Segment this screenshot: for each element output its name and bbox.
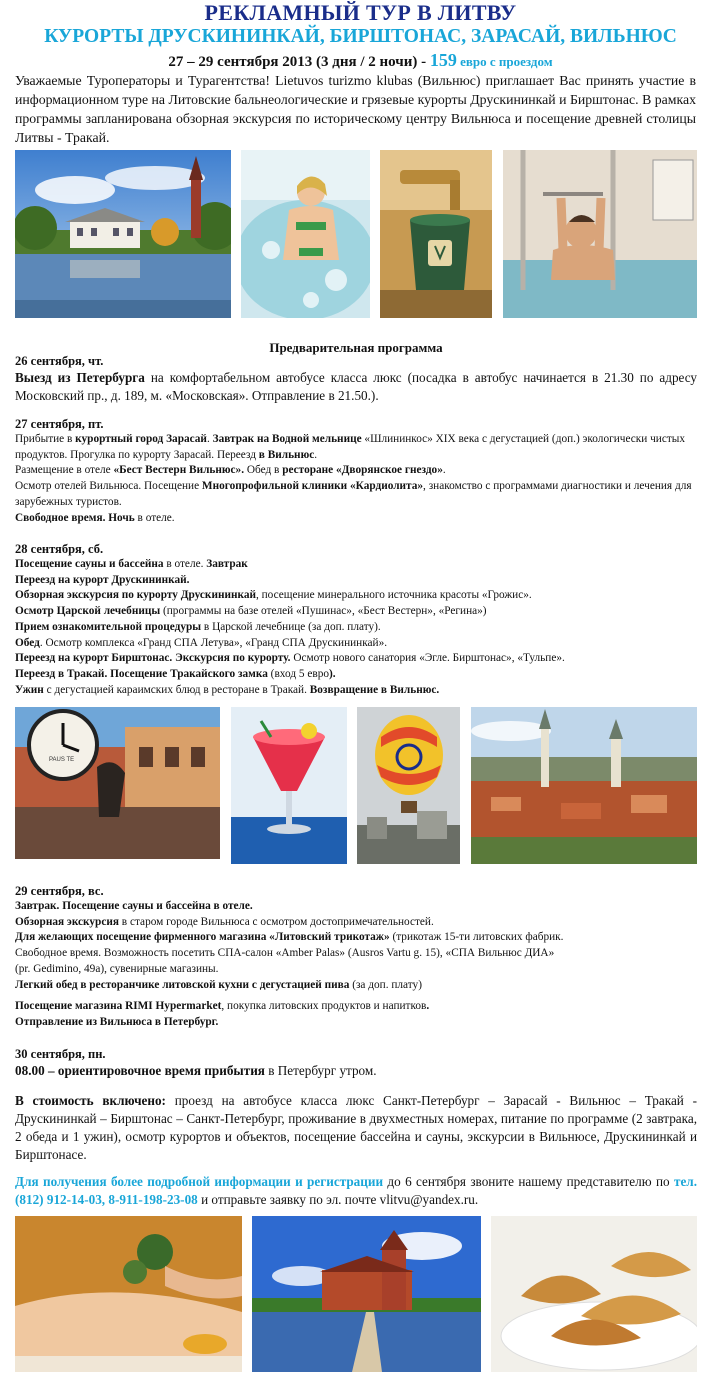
day-27-date: 27 сентября, пт. xyxy=(15,417,104,431)
day-28-line-1: Посещение сауны и бассейна в отеле. Завтрак xyxy=(15,558,248,570)
page-subtitle: КУРОРТЫ ДРУСКИНИНКАЙ, БИРШТОНАС, ЗАРАСАЙ, ВИЛЬНЮС xyxy=(44,26,677,47)
vilnius-panorama-photo xyxy=(471,707,697,864)
includes-details: проезд на автобусе класса люкс Санкт-Петербург – Зарасай - Вильнюс – Тракай - Друскининкай – Бирштонас – Санкт-Петербург, проживание в двухместных номерах, питание по программе (2 завтрака, 2 обеда и 1 ужин), осмотр курортов и объектов, посещение бассейна и сауны, экскурсии в Вильнюсе, Друскининкай и Бирштонасе. xyxy=(15,1093,698,1162)
day-29-date: 29 сентября, вс. xyxy=(15,884,104,898)
cocktail-photo xyxy=(231,707,347,864)
tour-price: 159 xyxy=(429,50,457,70)
contact-section xyxy=(15,1173,697,1209)
mineral-water-tap-photo xyxy=(380,150,492,318)
tour-dates-line xyxy=(0,50,721,71)
day-27-line-2: Размещение в отеле «Бест Вестерн Вильнюс». Обед в ресторане «Дворянское гнездо». xyxy=(15,464,446,477)
includes-text xyxy=(15,1092,697,1164)
day-28-line-9: Ужин с дегустацией караимских блюд в ресторане в Тракай. Возвращение в Вильнюс. xyxy=(15,683,440,696)
day-28-line-8: Переезд в Тракай. Посещение Тракайского замка (вход 5 евро). xyxy=(15,667,336,680)
hot-air-balloon-photo xyxy=(357,707,460,864)
jacuzzi-woman-photo xyxy=(241,150,370,318)
day-30-date: 30 сентября, пн. xyxy=(15,1047,106,1061)
day-29-line-6: Легкий обед в ресторанчике литовской кухни с дегустацией пива (за доп. плату) xyxy=(15,978,422,991)
day-26-details: на комфортабельном автобусе класса люкс (посадка в автобус начинается в 21.30 по адресу Московский пр., д. 189, м. «Московская». Отправление в 21.50.). xyxy=(15,370,698,403)
day-28-section xyxy=(15,541,697,698)
contact-deadline: до 6 сентября звоните нашему представителю по xyxy=(383,1174,674,1189)
price-suffix: евро с проездом xyxy=(456,54,553,69)
includes-section xyxy=(15,1092,697,1164)
vilnius-street-clock-photo xyxy=(15,707,220,859)
day-26-date: 26 сентября, чт. xyxy=(15,354,104,368)
intro-paragraph: Уважаемые Туроператоры и Турагентства! Lietuvos turizmo klubas (Вильнюс) приглашает Вас принять участие в информационном туре на Литовские бальнеологические и грязевые курорты Друскининкай и Бирштонас. В рамках программы запланирована обзорная экскурсия по историческому центру Вильнюса и посещение древней столицы Литвы - Тракай. xyxy=(15,73,696,145)
contact-email: и отправьте заявку по эл. почте vlitvu@yandex.ru. xyxy=(197,1192,479,1207)
day-26-text xyxy=(15,369,697,405)
day-29-line-8: Отправление из Вильнюса в Петербург. xyxy=(15,1015,219,1028)
program-title: Предварительная программа xyxy=(269,340,443,355)
contact-text xyxy=(15,1173,697,1209)
spa-rehab-man-photo xyxy=(503,150,697,318)
day-28-line-4: Осмотр Царской лечебницы (программы на базе отелей «Пушинас», «Бест Вестерн», «Регина») xyxy=(15,605,487,618)
trakai-castle-photo xyxy=(252,1216,481,1372)
massage-photo xyxy=(15,1216,242,1372)
day-27-line-3: Осмотр отелей Вильнюса. Посещение Многопрофильной клиники «Кардиолита», знакомство с программами диагностики и лечения для зарубежных туристов. xyxy=(15,480,692,508)
day-28-line-5: Прием ознакомительной процедуры в Царской лечебнице (за доп. плату). xyxy=(15,620,381,633)
kibinai-pastries-photo xyxy=(491,1216,697,1372)
includes-label: В стоимость включено: xyxy=(15,1093,166,1108)
day-29-line-3: Для желающих посещение фирменного магазина «Литовский трикотаж» (трикотаж 15-ти литовских фабрик. xyxy=(15,931,564,944)
day-28-line-3: Обзорная экскурсия по курорту Друскининкай, посещение минерального источника красоты «Грожис». xyxy=(15,589,532,602)
day-29-line-4: Свободное время. Возможность посетить СПА-салон «Amber Palas» (Ausros Vartu g. 15), «СПА Вильнюс ДИА» xyxy=(15,947,555,960)
contact-phones: тел. (812) 912-14-03, 8-911-198-23-08 xyxy=(15,1174,697,1207)
day-26-departure: Выезд из Петербурга xyxy=(15,370,145,385)
day-29-section xyxy=(15,883,697,1031)
page-title: РЕКЛАМНЫЙ ТУР В ЛИТВУ xyxy=(204,0,517,25)
day-29-line-5: (pr. Gedimino, 49a), сувенирные магазины. xyxy=(15,962,219,975)
day-29-line-1: Завтрак. Посещение сауны и бассейна в отеле. xyxy=(15,900,253,912)
day-28-line-7: Переезд на курорт Бирштонас. Экскурсия по курорту. Осмотр нового санатория «Эгле. Бирштонас», «Тульпе». xyxy=(15,652,565,665)
contact-lead: Для получения более подробной информации и регистрации xyxy=(15,1174,384,1189)
day-28-line-6: Обед. Осмотр комплекса «Гранд СПА Летува», «Гранд СПА Друскининкай». xyxy=(15,636,388,649)
day-26-section xyxy=(15,353,697,405)
day-29-line-2: Обзорная экскурсия в старом городе Вильнюса с осмотром достопримечательностей. xyxy=(15,915,434,928)
day-30-section xyxy=(15,1046,697,1080)
manor-lake-photo xyxy=(15,150,231,318)
tour-dates: 27 – 29 сентября 2013 (3 дня / 2 ночи) - xyxy=(168,54,430,70)
day-27-line-1: Прибытие в курортный город Зарасай. Завтрак на Водной мельнице «Шлининкос» XIX века с дегустацией (доп.) экологически чистых продуктов. Прогулка по курорту Зарасай. Переезд в Вильнюс. xyxy=(15,433,686,461)
day-27-line-4: Свободное время. Ночь в отеле. xyxy=(15,511,175,524)
day-30-arrival: 08.00 – ориентировочное время прибытия в Петербург утром. xyxy=(15,1063,377,1078)
day-28-line-2: Переезд на курорт Друскининкай. xyxy=(15,573,190,586)
day-28-date: 28 сентября, сб. xyxy=(15,542,104,556)
clock-face-text: PAUS TE xyxy=(49,757,75,763)
day-29-line-7: Посещение магазина RIMI Hypermarket, покупка литовских продуктов и напитков. xyxy=(15,1000,430,1013)
day-27-section xyxy=(15,416,697,526)
